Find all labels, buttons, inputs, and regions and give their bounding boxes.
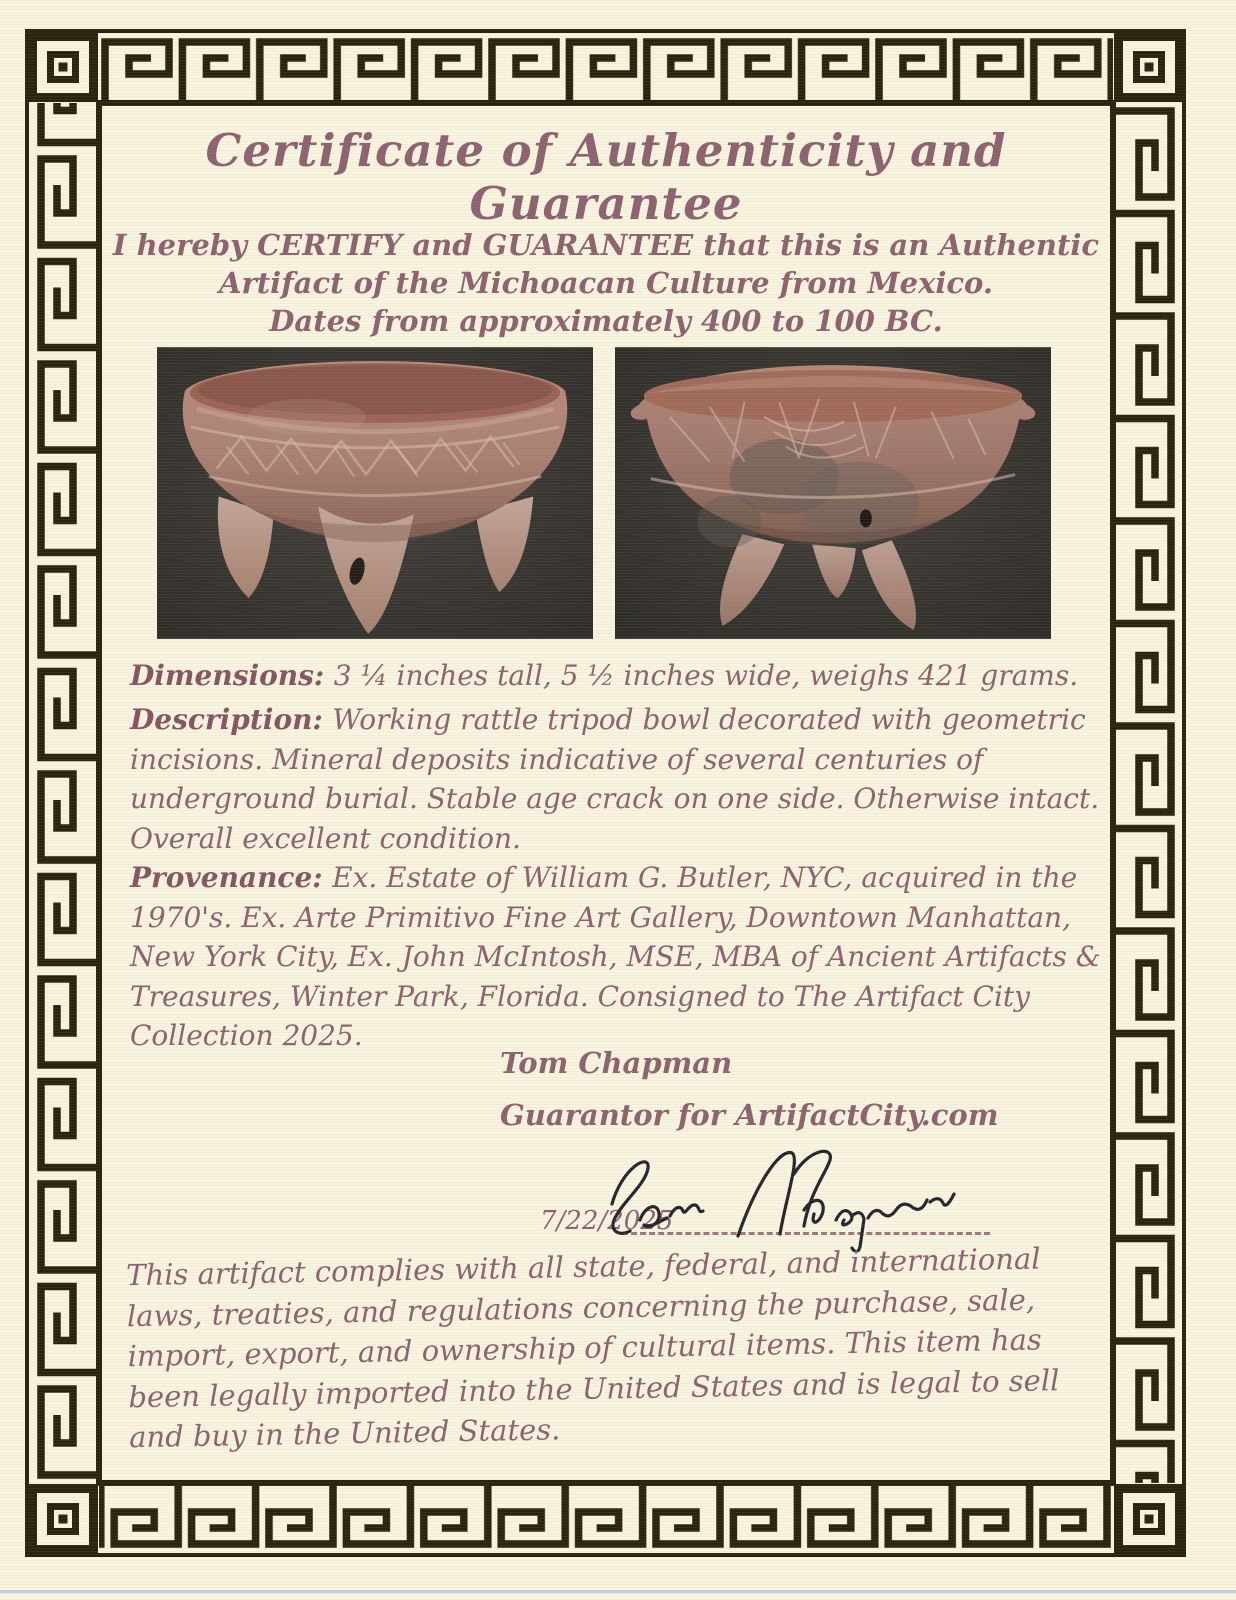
scan-artifact-line [0, 1590, 1236, 1593]
description-text: Working rattle tripod bowl decorated with geometric incisions. Mineral deposits indicative of several centuries of underground burial. Stable age crack on one side. Otherwise intact. Overall excellent condition. [130, 703, 1100, 855]
border-strip-top [99, 36, 1113, 100]
signature-ink-strokes [612, 1151, 954, 1251]
signature-date: 7/22/2025 [540, 1206, 674, 1236]
border-strip-bottom [99, 1486, 1113, 1550]
legal-paragraph: This artifact complies with all state, federal, and international laws, treaties, and regulations concerning the purchase, sale, import, export, and ownership of cultural items. This item has been legally imported into the United States and is legal to sell and buy in the United States. [125, 1241, 1060, 1455]
border-strip-left [35, 103, 99, 1483]
border-corner-top-right [1119, 37, 1180, 98]
statement-line-1: I hereby CERTIFY and GUARANTEE that this is an Authentic [112, 228, 1100, 262]
handwritten-signature [588, 1140, 990, 1252]
artifact-photo-back [615, 347, 1051, 639]
provenance-label: Provenance: [130, 861, 323, 894]
guarantor-name: Tom Chapman [500, 1046, 733, 1080]
border-corner-bottom-right [1119, 1489, 1180, 1550]
dimensions-text: 3 ¼ inches tall, 5 ½ inches wide, weighs 421 grams. [333, 659, 1079, 692]
provenance-paragraph [130, 858, 1120, 1056]
border-corner-bottom-left [33, 1489, 94, 1550]
description-label: Description: [130, 703, 323, 736]
border-strip-right [1113, 103, 1177, 1483]
provenance-text: Ex. Estate of William G. Butler, NYC, acquired in the 1970's. Ex. Arte Primitivo Fine Art Gallery, Downtown Manhattan, New York City, Ex. John McIntosh, MSE, MBA of Ancient Artifacts & Treasures, Winter Park, Florida. Consigned to The Artifact City Collection 2025. [130, 861, 1101, 1052]
guarantor-title: Guarantor for ArtifactCity.com [500, 1098, 999, 1132]
description-paragraph [130, 700, 1115, 858]
statement-line-2: Artifact of the Michoacan Culture from Mexico. [219, 266, 993, 300]
dimensions-paragraph [130, 656, 1120, 696]
statement-line-3: Dates from approximately 400 to 100 BC. [269, 304, 943, 338]
border-corner-top-left [33, 37, 94, 98]
dimensions-label: Dimensions: [130, 659, 325, 692]
artifact-photo-front [157, 347, 593, 639]
certificate-title: Certificate of Authenticity and Guarantee [205, 124, 1007, 230]
